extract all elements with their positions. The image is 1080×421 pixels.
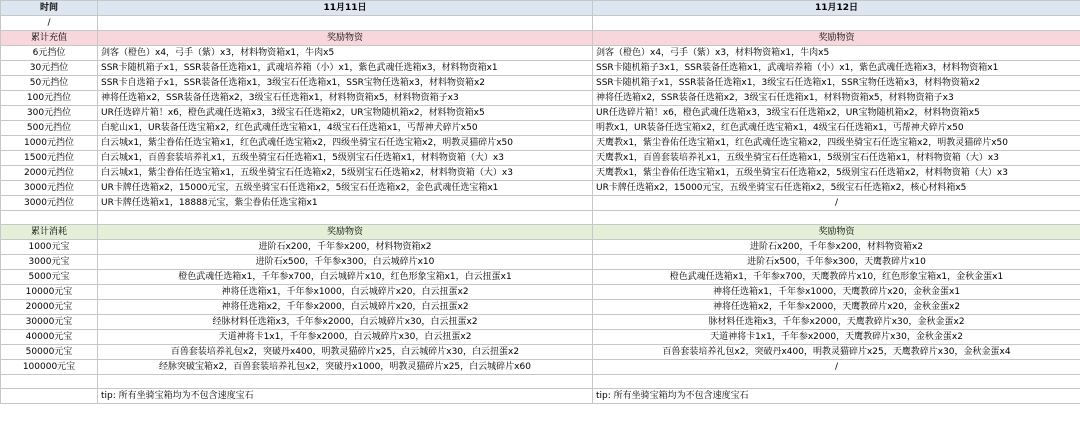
- recharge-row: [1, 91, 1080, 106]
- consume-row: [1, 330, 1080, 345]
- day2-reward-cell: 进阶石x200，千年参x200，材料物资箱x2: [593, 240, 1080, 255]
- recharge-row: [1, 106, 1080, 121]
- consume-reward-header-day1: 奖励物资: [98, 225, 593, 240]
- tier-cell: 20000元宝: [1, 300, 98, 315]
- time-header: 时间: [1, 1, 98, 16]
- consume-row: [1, 345, 1080, 360]
- tier-cell: 1000元挡位: [1, 136, 98, 151]
- day2-reward-cell: /: [593, 360, 1080, 375]
- day2-reward-cell: 神将任选箱x2，千年参x2000，天鹰教碎片x20，金秋金蛋x2: [593, 300, 1080, 315]
- recharge-title: 累计充值: [1, 31, 98, 46]
- header-row: [1, 1, 1080, 16]
- tier-cell: 3000元挡位: [1, 196, 98, 211]
- day2-reward-cell: UR任选碎片箱！x6，橙色武魂任选箱x3，3级宝石任选箱x2，UR宝物随机箱x2，材料物资箱x5: [593, 106, 1080, 121]
- spacer-row: [1, 375, 1080, 389]
- consume-row: [1, 270, 1080, 285]
- day2-reward-cell: 天鹰教x1，紫尘眷佑任选宝箱x1，五级坐骑宝石任选箱x2，5级别宝石任选箱x2，材料物资箱（大）x3: [593, 166, 1080, 181]
- tier-cell: 10000元宝: [1, 285, 98, 300]
- day2-reward-cell: SSR卡随机箱子x1，SSR装备任选箱x1，3级宝石任选箱x1，SSR宝物任选箱x3，材料物资箱x2: [593, 76, 1080, 91]
- day1-reward-cell: SSR卡自选箱子x1，SSR装备任选箱x1，3级宝石任选箱x1，SSR宝物任选箱x3，材料物资箱x2: [98, 76, 593, 91]
- recharge-row: [1, 121, 1080, 136]
- day2-reward-cell: 剑客（橙色）x4，弓手（紫）x3，材料物资箱x1，牛肉x5: [593, 46, 1080, 61]
- day1-reward-cell: 剑客（橙色）x4，弓手（紫）x3，材料物资箱x1，牛肉x5: [98, 46, 593, 61]
- tier-cell: 5000元宝: [1, 270, 98, 285]
- day2-reward-cell: 橙色武魂任选箱x1，千年参x700，天鹰教碎片x10，红色形象宝箱x1，金秋金蛋x1: [593, 270, 1080, 285]
- recharge-row: [1, 181, 1080, 196]
- recharge-row: [1, 76, 1080, 91]
- recharge-row: [1, 46, 1080, 61]
- recharge-row: [1, 196, 1080, 211]
- day2-reward-cell: UR卡牌任选箱x2，15000元宝，五级坐骑宝石任选箱x2，5级宝石任选箱x2，核心材料箱x5: [593, 181, 1080, 196]
- tip-text-day2: tip: 所有坐骑宝箱均为不包含速度宝石: [593, 389, 1080, 404]
- day2-reward-cell: SSR卡随机箱子3x1，SSR装备任选箱x1，武魂培养箱（小）x1，紫色武魂任选箱x3，材料物资箱x1: [593, 61, 1080, 76]
- consume-row: [1, 255, 1080, 270]
- consume-row: [1, 315, 1080, 330]
- day1-reward-cell: 白驼山x1，UR装备任选宝箱x2，红色武魂任选宝箱x1，4级宝石任选箱x1，丐帮神犬碎片x50: [98, 121, 593, 136]
- tier-cell: 50元挡位: [1, 76, 98, 91]
- tier-cell: 30000元宝: [1, 315, 98, 330]
- day1-reward-cell: 橙色武魂任选箱x1，千年参x700，白云城碎片x10，红色形象宝箱x1，白云扭蛋x1: [98, 270, 593, 285]
- day1-reward-cell: UR卡牌任选箱x1，18888元宝，紫尘眷佑任选宝箱x1: [98, 196, 593, 211]
- day1-reward-cell: 经脉突破宝箱x2，百兽套装培养礼包x2，突破丹x1000，明教灵猫碎片x25，白云城碎片x60: [98, 360, 593, 375]
- day1-reward-cell: 天道神将卡1x1，千年参x2000，白云城碎片x30，白云扭蛋x2: [98, 330, 593, 345]
- empty-cell: [98, 16, 593, 31]
- recharge-header-row: [1, 31, 1080, 46]
- day1-reward-cell: SSR卡随机箱子x1，SSR装备任选箱x1，武魂培养箱（小）x1，紫色武魂任选箱x3，材料物资箱x1: [98, 61, 593, 76]
- day2-reward-cell: 明教x1，UR装备任选宝箱x2，红色武魂任选宝箱x1，4级宝石任选箱x1，丐帮神犬碎片x50: [593, 121, 1080, 136]
- day1-reward-cell: 百兽套装培养礼包x2，突破丹x400，明教灵猫碎片x25，白云城碎片x30，白云扭蛋x2: [98, 345, 593, 360]
- recharge-reward-header-day1: 奖励物资: [98, 31, 593, 46]
- consume-row: [1, 240, 1080, 255]
- day1-reward-cell: 神将任选箱x1，千年参x1000，白云城碎片x20，白云扭蛋x2: [98, 285, 593, 300]
- day1-reward-cell: 白云城x1，紫尘眷佑任选宝箱x1，五级坐骑宝石任选箱x2，5级别宝石任选箱x2，材料物资箱（大）x3: [98, 166, 593, 181]
- tier-cell: 3000元挡位: [1, 181, 98, 196]
- day2-reward-cell: 百兽套装培养礼包x2，突破丹x400，明教灵猫碎片x25，天鹰教碎片x30，金秋金蛋x4: [593, 345, 1080, 360]
- day1-reward-cell: 经脉材料任选箱x3，千年参x2000，白云城碎片x30，白云扭蛋x2: [98, 315, 593, 330]
- day1-header: 11月11日: [98, 1, 593, 16]
- day2-header: 11月12日: [593, 1, 1080, 16]
- tier-cell: 50000元宝: [1, 345, 98, 360]
- consume-row: [1, 285, 1080, 300]
- consume-row: [1, 300, 1080, 315]
- tier-cell: 40000元宝: [1, 330, 98, 345]
- tier-cell: 1500元挡位: [1, 151, 98, 166]
- empty-cell: [593, 16, 1080, 31]
- day1-reward-cell: 进阶石x500，千年参x300，白云城碎片x10: [98, 255, 593, 270]
- day2-reward-cell: 天鹰教x1，百兽套装培养礼x1，五级坐骑宝石任选箱x1，5级别宝石任选箱x1，材料物资箱（大）x3: [593, 151, 1080, 166]
- tip-text-day1: tip: 所有坐骑宝箱均为不包含速度宝石: [98, 389, 593, 404]
- tier-cell: 1000元宝: [1, 240, 98, 255]
- consume-reward-header-day2: 奖励物资: [593, 225, 1080, 240]
- tier-cell: 6元挡位: [1, 46, 98, 61]
- day2-reward-cell: 天道神将卡1x1，千年参x2000，天鹰教碎片x30，金秋金蛋x2: [593, 330, 1080, 345]
- tier-cell: 2000元挡位: [1, 166, 98, 181]
- tier-cell: 100元挡位: [1, 91, 98, 106]
- recharge-row: [1, 166, 1080, 181]
- day2-reward-cell: 天鹰教x1，紫尘眷佑任选宝箱x1，红色武魂任选宝箱x2，四级坐骑宝石任选宝箱x2，明教灵猫碎片x50: [593, 136, 1080, 151]
- day1-reward-cell: UR任选碎片箱！x6，橙色武魂任选箱x3，3级宝石任选箱x2，UR宝物随机箱x2，材料物资箱x5: [98, 106, 593, 121]
- day2-reward-cell: 脉材料任选箱x3，千年参x2000，天鹰教碎片x30，金秋金蛋x2: [593, 315, 1080, 330]
- recharge-reward-header-day2: 奖励物资: [593, 31, 1080, 46]
- tier-cell: 300元挡位: [1, 106, 98, 121]
- tier-cell: 30元挡位: [1, 61, 98, 76]
- recharge-row: [1, 61, 1080, 76]
- day1-reward-cell: UR卡牌任选箱x2，15000元宝，五级坐骑宝石任选箱x2，5级宝石任选箱x2，金色武魂任选宝箱x1: [98, 181, 593, 196]
- day2-reward-cell: /: [593, 196, 1080, 211]
- tier-cell: 100000元宝: [1, 360, 98, 375]
- tip-row: [1, 389, 1080, 404]
- tier-cell: 3000元宝: [1, 255, 98, 270]
- tier-cell: 500元挡位: [1, 121, 98, 136]
- slash-cell: /: [1, 16, 98, 31]
- recharge-row: [1, 136, 1080, 151]
- day1-reward-cell: 白云城x1，百兽套装培养礼x1，五级坐骑宝石任选箱x1，5级别宝石任选箱x1，材料物资箱（大）x3: [98, 151, 593, 166]
- consume-header-row: [1, 225, 1080, 240]
- spacer-row: [1, 211, 1080, 225]
- day2-reward-cell: 进阶石x500，千年参x300，天鹰教碎片x10: [593, 255, 1080, 270]
- day2-reward-cell: 神将任选箱x2，SSR装备任选箱x2，3级宝石任选箱x1，材料物资箱x5，材料物资箱子x3: [593, 91, 1080, 106]
- consume-row: [1, 360, 1080, 375]
- day1-reward-cell: 白云城x1，紫尘眷佑任选宝箱x1，红色武魂任选宝箱x2，四级坐骑宝石任选宝箱x2，明教灵猫碎片x50: [98, 136, 593, 151]
- day2-reward-cell: 神将任选箱x1，千年参x1000，天鹰教碎片x20，金秋金蛋x1: [593, 285, 1080, 300]
- day1-reward-cell: 进阶石x200，千年参x200，材料物资箱x2: [98, 240, 593, 255]
- day1-reward-cell: 神将任选箱x2，千年参x2000，白云城碎片x20，白云扭蛋x2: [98, 300, 593, 315]
- slash-row: [1, 16, 1080, 31]
- consume-title: 累计消耗: [1, 225, 98, 240]
- recharge-row: [1, 151, 1080, 166]
- day1-reward-cell: 神将任选箱x2，SSR装备任选箱x2，3级宝石任选箱x1，材料物资箱x5，材料物资箱子x3: [98, 91, 593, 106]
